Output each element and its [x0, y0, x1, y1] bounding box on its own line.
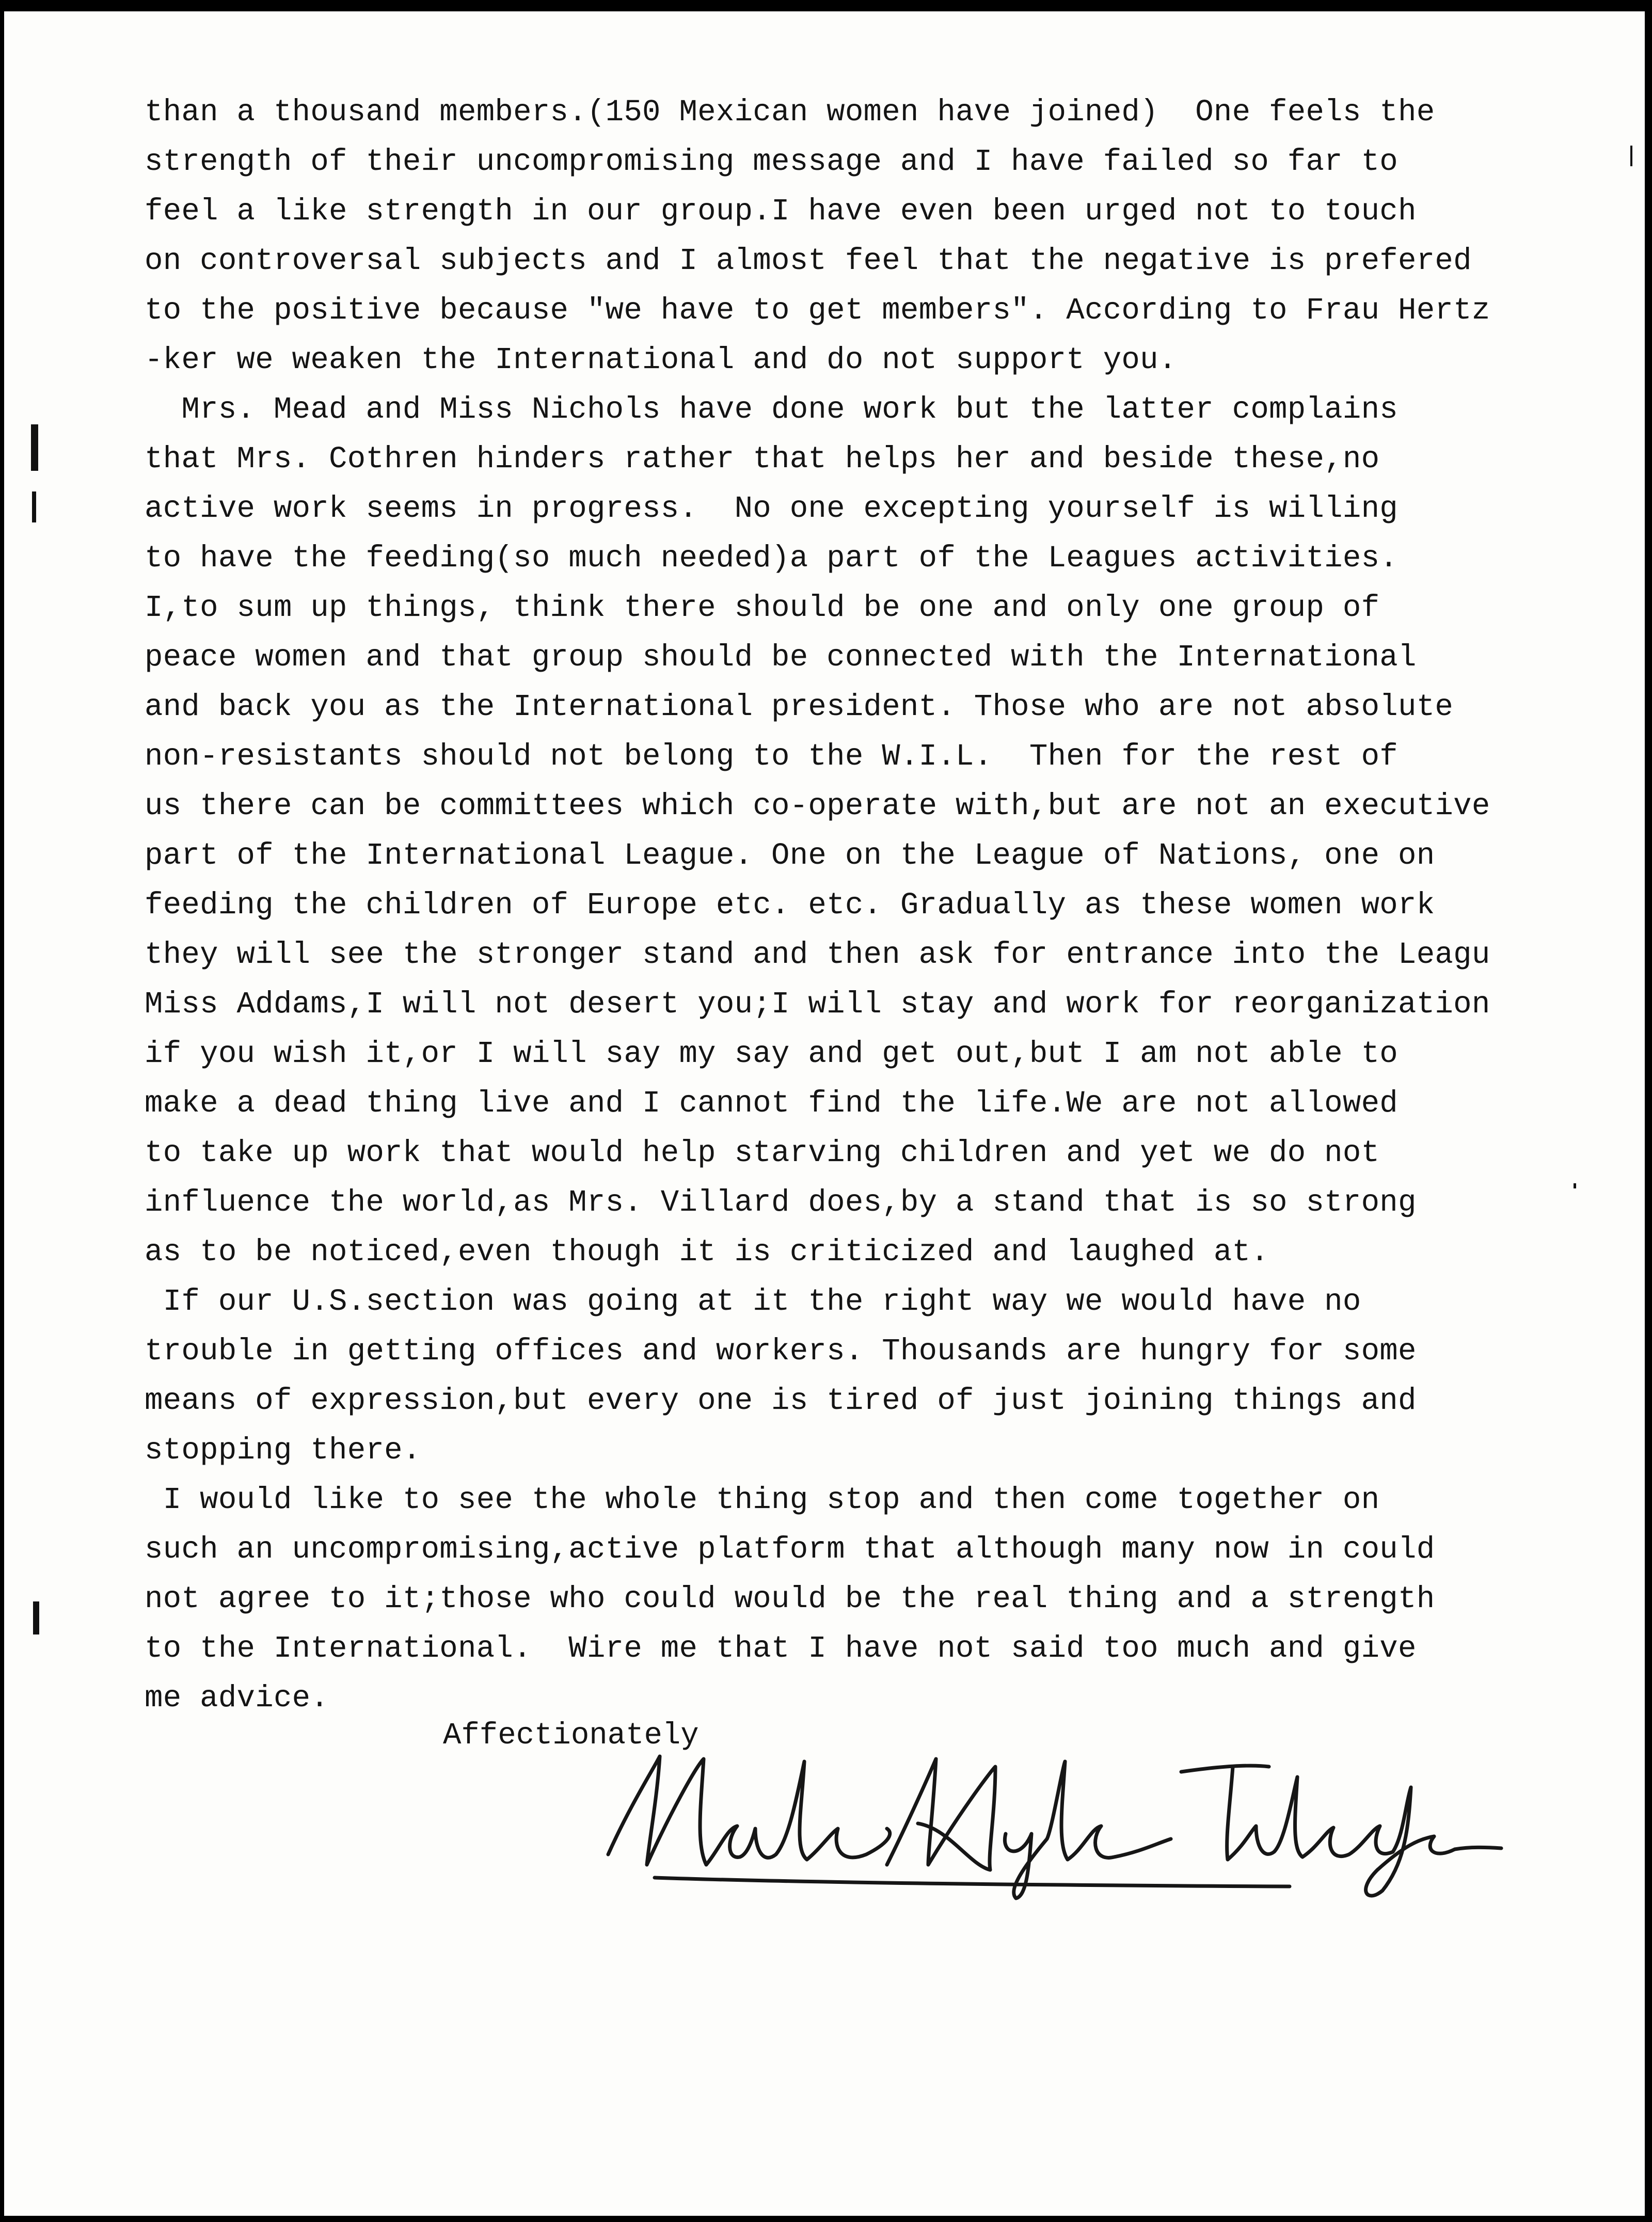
letter-line: on controversal subjects and I almost feel that the negative is prefered — [145, 244, 1472, 278]
letter-line: feeding the children of Europe etc. etc. Gradually as these women work — [145, 888, 1435, 923]
letter-line: to the positive because "we have to get members". According to Frau Hertz — [145, 293, 1490, 328]
margin-dot — [1574, 1183, 1576, 1188]
letter-line: such an uncompromising,active platform that although many now in could — [145, 1532, 1435, 1567]
letter-line: If our U.S.section was going at it the right way we would have no — [145, 1284, 1361, 1319]
letter-line: strength of their uncompromising message and I have failed so far to — [145, 145, 1398, 179]
letter-line: if you wish it,or I will say my say and get out,but I am not able to — [145, 1037, 1398, 1071]
letter-line: to take up work that would help starving children and yet we do not — [145, 1136, 1380, 1170]
letter-line: us there can be committees which co-operate with,but are not an executive — [145, 789, 1490, 823]
letter-line: as to be noticed,even though it is criticized and laughed at. — [145, 1235, 1269, 1269]
letter-line: influence the world,as Mrs. Villard does,by a stand that is so strong — [145, 1185, 1417, 1220]
letter-page — [4, 11, 1645, 2216]
letter-line: non-resistants should not belong to the W.I.L. Then for the rest of — [145, 739, 1398, 774]
letter-line: feel a like strength in our group.I have even been urged not to touch — [145, 194, 1417, 229]
letter-line: me advice. — [145, 1681, 329, 1716]
letter-line: peace women and that group should be connected with the International — [145, 640, 1417, 675]
handwritten-signature — [598, 1736, 1506, 1901]
letter-line: means of expression,but every one is tired of just joining things and — [145, 1384, 1417, 1418]
letter-line: that Mrs. Cothren hinders rather that helps her and beside these,no — [145, 442, 1380, 477]
margin-bracket — [32, 491, 36, 522]
letter-closing: Affectionately — [443, 1718, 699, 1753]
letter-line: -ker we weaken the International and do not support you. — [145, 343, 1177, 377]
letter-line: than a thousand members.(150 Mexican women have joined) One feels the — [145, 95, 1435, 130]
letter-line: Mrs. Mead and Miss Nichols have done work but the latter complains — [145, 392, 1398, 427]
letter-line: not agree to it;those who could would be the real thing and a strength — [145, 1582, 1435, 1616]
margin-bracket — [33, 1601, 39, 1634]
letter-line: I,to sum up things, think there should be one and only one group of — [145, 591, 1380, 625]
letter-line: and back you as the International president. Those who are not absolute — [145, 690, 1454, 724]
letter-line: make a dead thing live and I cannot find the life.We are not allowed — [145, 1086, 1398, 1121]
letter-line: they will see the stronger stand and then ask for entrance into the Leagu — [145, 938, 1490, 972]
letter-line: to have the feeding(so much needed)a part of the Leagues activities. — [145, 541, 1398, 576]
letter-line: active work seems in progress. No one excepting yourself is willing — [145, 491, 1398, 526]
letter-line: Miss Addams,I will not desert you;I will stay and work for reorganization — [145, 987, 1490, 1022]
letter-line: part of the International League. One on the League of Nations, one on — [145, 838, 1435, 873]
letter-line: to the International. Wire me that I have not said too much and give — [145, 1631, 1417, 1666]
letter-line: trouble in getting offices and workers. Thousands are hungry for some — [145, 1334, 1417, 1369]
letter-line: stopping there. — [145, 1433, 421, 1468]
letter-line: I would like to see the whole thing stop and then come together on — [145, 1483, 1380, 1517]
margin-dot — [1630, 146, 1632, 166]
margin-bracket — [31, 424, 38, 471]
letter-body — [145, 88, 1611, 1723]
